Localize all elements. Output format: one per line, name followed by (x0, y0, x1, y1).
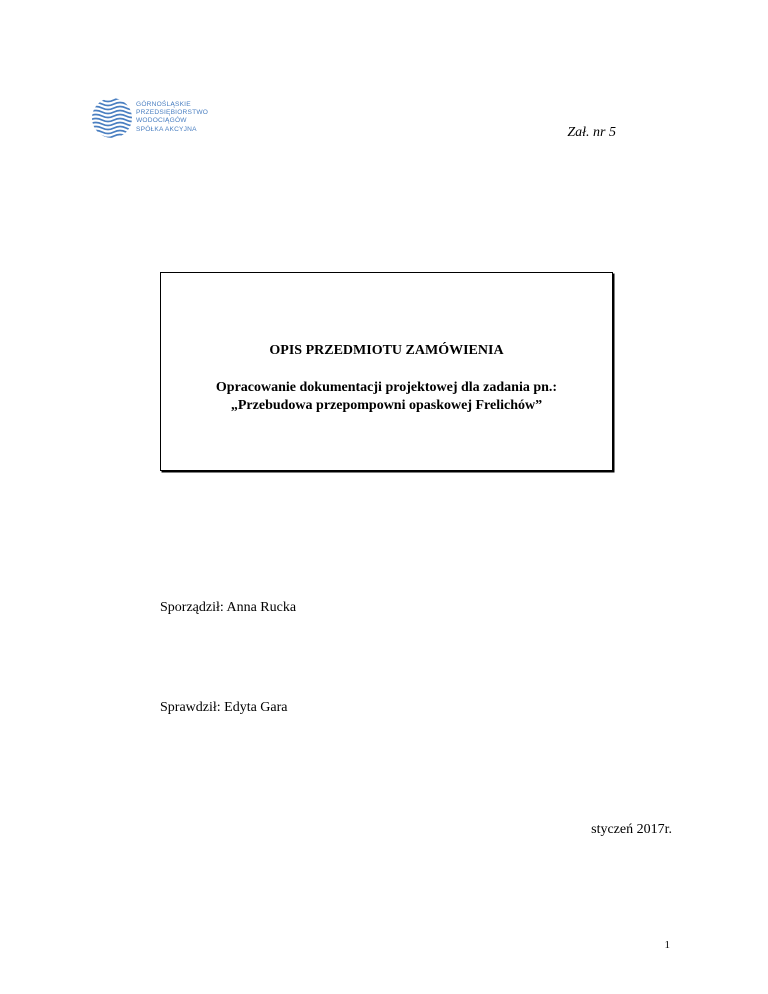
annex-label: Zał. nr 5 (567, 125, 616, 140)
document-subtitle (161, 379, 612, 415)
document-date: styczeń 2017r. (591, 822, 672, 837)
logo-company-name (136, 101, 208, 134)
subtitle-line: „Przebudowa przepompowni opaskowej Frelichów” (230, 398, 543, 413)
page-number: 1 (664, 939, 670, 951)
subtitle-line: Opracowanie dokumentacji projektowej dla zadania pn.: (215, 380, 558, 395)
logo-line: GÓRNOŚLĄSKIE (136, 101, 191, 108)
prepared-by: Sporządził: Anna Rucka (160, 600, 297, 615)
logo-line: SPÓŁKA AKCYJNA (136, 125, 197, 133)
logo-line: WODOCIĄGÓW (136, 117, 187, 125)
title-box (160, 272, 613, 471)
wave-logo-icon (90, 96, 134, 140)
company-logo (90, 96, 260, 146)
document-title: OPIS PRZEDMIOTU ZAMÓWIENIA (269, 343, 504, 358)
checked-by: Sprawdził: Edyta Gara (160, 700, 288, 715)
logo-line: PRZEDSIĘBIORSTWO (136, 109, 209, 117)
